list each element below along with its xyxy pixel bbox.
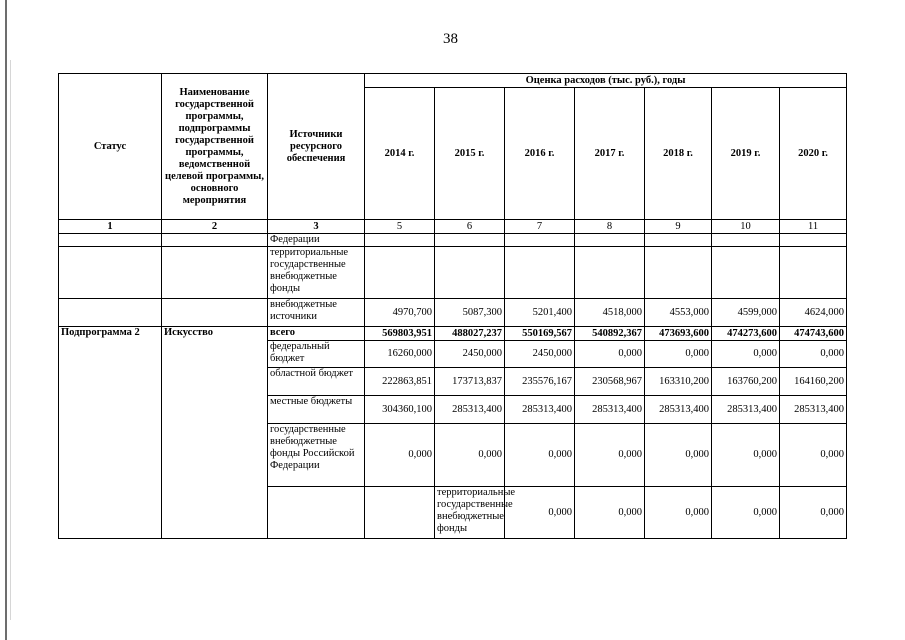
value-cell: 5201,400 xyxy=(505,299,575,327)
value-cell: 4553,000 xyxy=(645,299,712,327)
value-cell xyxy=(780,234,847,247)
value-cell xyxy=(365,234,435,247)
value-cell xyxy=(645,247,712,299)
column-number: 2 xyxy=(162,220,268,234)
table-row xyxy=(59,299,847,327)
column-number: 6 xyxy=(435,220,505,234)
value-cell: 2450,000 xyxy=(435,341,505,368)
value-cell: 304360,100 xyxy=(365,396,435,424)
value-cell: 0,000 xyxy=(712,341,780,368)
value-cell: 569803,951 xyxy=(365,327,435,341)
value-cell xyxy=(575,247,645,299)
column-number: 10 xyxy=(712,220,780,234)
value-cell: 222863,851 xyxy=(365,368,435,396)
column-number: 7 xyxy=(505,220,575,234)
value-cell: 285313,400 xyxy=(435,396,505,424)
header-estimate: Оценка расходов (тыс. руб.), годы xyxy=(365,74,847,88)
header-year: 2015 г. xyxy=(435,88,505,220)
value-cell xyxy=(365,247,435,299)
value-cell: 0,000 xyxy=(575,424,645,487)
value-cell: 163760,200 xyxy=(712,368,780,396)
value-cell: 5087,300 xyxy=(435,299,505,327)
value-cell: 0,000 xyxy=(712,424,780,487)
value-cell: 0,000 xyxy=(645,341,712,368)
value-cell xyxy=(712,247,780,299)
value-cell: 550169,567 xyxy=(505,327,575,341)
value-cell: 0,000 xyxy=(435,424,505,487)
name-cell: Искусство xyxy=(162,327,268,539)
value-cell: 474743,600 xyxy=(780,327,847,341)
header-row-1 xyxy=(59,74,847,88)
table-row xyxy=(59,247,847,299)
value-cell xyxy=(575,234,645,247)
source-cell: всего xyxy=(268,327,365,341)
status-cell xyxy=(59,299,162,327)
header-year: 2017 г. xyxy=(575,88,645,220)
column-number: 11 xyxy=(780,220,847,234)
value-cell: 488027,237 xyxy=(435,327,505,341)
table-row xyxy=(59,234,847,247)
source-cell: территориальные государственные внебюджетные фонды xyxy=(268,247,365,299)
header-year: 2019 г. xyxy=(712,88,780,220)
value-cell: 0,000 xyxy=(575,487,645,539)
header-year: 2014 г. xyxy=(365,88,435,220)
value-cell xyxy=(780,247,847,299)
header-status: Статус xyxy=(59,74,162,220)
value-cell: 164160,200 xyxy=(780,368,847,396)
page-number: 38 xyxy=(443,31,458,47)
value-cell: 0,000 xyxy=(505,487,575,539)
value-cell: 540892,367 xyxy=(575,327,645,341)
value-cell: 0,000 xyxy=(780,487,847,539)
header-sources: Источники ресурсного обеспечения xyxy=(268,74,365,220)
status-cell xyxy=(59,234,162,247)
scan-edge-faint xyxy=(10,60,11,620)
value-cell: 0,000 xyxy=(575,341,645,368)
source-cell: территориальные государственные внебюджетные фонды xyxy=(435,487,505,539)
value-cell: 230568,967 xyxy=(575,368,645,396)
value-cell: 4518,000 xyxy=(575,299,645,327)
value-cell: 235576,167 xyxy=(505,368,575,396)
value-cell: 173713,837 xyxy=(435,368,505,396)
value-cell: 2450,000 xyxy=(505,341,575,368)
scan-edge xyxy=(5,0,7,640)
value-cell: 0,000 xyxy=(645,424,712,487)
name-cell xyxy=(162,299,268,327)
name-cell xyxy=(365,487,435,539)
name-cell xyxy=(162,234,268,247)
header-year: 2018 г. xyxy=(645,88,712,220)
column-number: 9 xyxy=(645,220,712,234)
value-cell: 285313,400 xyxy=(712,396,780,424)
value-cell xyxy=(505,234,575,247)
name-cell xyxy=(162,247,268,299)
value-cell: 0,000 xyxy=(780,424,847,487)
value-cell: 0,000 xyxy=(645,487,712,539)
value-cell: 4599,000 xyxy=(712,299,780,327)
source-cell: государственные внебюджетные фонды Российской Федерации xyxy=(268,424,365,487)
status-cell: Подпрограмма 2 xyxy=(59,327,162,539)
value-cell xyxy=(435,247,505,299)
value-cell xyxy=(505,247,575,299)
value-cell xyxy=(645,234,712,247)
column-number-row xyxy=(59,220,847,234)
column-number: 8 xyxy=(575,220,645,234)
budget-table xyxy=(58,73,847,539)
value-cell: 285313,400 xyxy=(505,396,575,424)
header-year: 2016 г. xyxy=(505,88,575,220)
source-cell: Федерации xyxy=(268,234,365,247)
value-cell: 0,000 xyxy=(365,424,435,487)
value-cell: 474273,600 xyxy=(712,327,780,341)
source-cell: внебюджетные источники xyxy=(268,299,365,327)
source-cell: федеральный бюджет xyxy=(268,341,365,368)
value-cell: 0,000 xyxy=(712,487,780,539)
value-cell: 4624,000 xyxy=(780,299,847,327)
value-cell: 285313,400 xyxy=(780,396,847,424)
value-cell: 285313,400 xyxy=(575,396,645,424)
value-cell: 0,000 xyxy=(780,341,847,368)
value-cell xyxy=(712,234,780,247)
value-cell: 4970,700 xyxy=(365,299,435,327)
source-cell: областной бюджет xyxy=(268,368,365,396)
column-number: 1 xyxy=(59,220,162,234)
header-program-name: Наименование государственной программы, подпрограммы государственной программы, ведомственной целевой программы, основного мероприятия xyxy=(162,74,268,220)
value-cell: 285313,400 xyxy=(645,396,712,424)
status-cell xyxy=(59,247,162,299)
value-cell: 0,000 xyxy=(505,424,575,487)
column-number: 5 xyxy=(365,220,435,234)
value-cell xyxy=(435,234,505,247)
value-cell: 16260,000 xyxy=(365,341,435,368)
column-number: 3 xyxy=(268,220,365,234)
source-cell: местные бюджеты xyxy=(268,396,365,424)
value-cell: 163310,200 xyxy=(645,368,712,396)
status-cell xyxy=(268,487,365,539)
value-cell: 473693,600 xyxy=(645,327,712,341)
header-year: 2020 г. xyxy=(780,88,847,220)
table-row xyxy=(59,327,847,341)
